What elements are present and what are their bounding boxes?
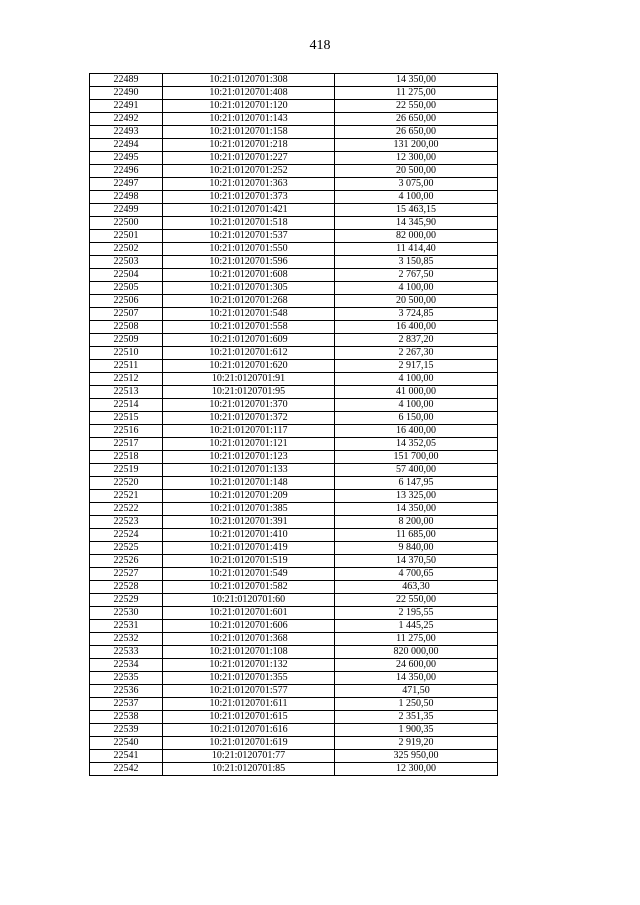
cadastral-number-cell: 10:21:0120701:608 [163, 269, 335, 282]
table-row [90, 711, 498, 724]
amount-cell: 16 400,00 [335, 425, 498, 438]
amount-cell: 11 275,00 [335, 633, 498, 646]
cadastral-number-cell: 10:21:0120701:619 [163, 737, 335, 750]
row-number-cell: 22515 [90, 412, 163, 425]
row-number-cell: 22510 [90, 347, 163, 360]
row-number-cell: 22520 [90, 477, 163, 490]
page-number: 418 [309, 38, 331, 53]
row-number-cell: 22527 [90, 568, 163, 581]
row-number-cell: 22540 [90, 737, 163, 750]
row-number-cell: 22541 [90, 750, 163, 763]
cadastral-number-cell: 10:21:0120701:117 [163, 425, 335, 438]
row-number-cell: 22530 [90, 607, 163, 620]
cadastral-number-cell: 10:21:0120701:391 [163, 516, 335, 529]
amount-cell: 57 400,00 [335, 464, 498, 477]
cadastral-number-cell: 10:21:0120701:577 [163, 685, 335, 698]
cadastral-number-cell: 10:21:0120701:133 [163, 464, 335, 477]
amount-cell: 11 275,00 [335, 87, 498, 100]
table-row [90, 594, 498, 607]
table-row [90, 308, 498, 321]
row-number-cell: 22521 [90, 490, 163, 503]
row-number-cell: 22490 [90, 87, 163, 100]
row-number-cell: 22504 [90, 269, 163, 282]
cadastral-number-cell: 10:21:0120701:601 [163, 607, 335, 620]
row-number-cell: 22529 [90, 594, 163, 607]
amount-cell: 4 700,65 [335, 568, 498, 581]
cadastral-number-cell: 10:21:0120701:252 [163, 165, 335, 178]
amount-cell: 6 147,95 [335, 477, 498, 490]
row-number-cell: 22493 [90, 126, 163, 139]
amount-cell: 22 550,00 [335, 594, 498, 607]
row-number-cell: 22494 [90, 139, 163, 152]
amount-cell: 14 350,00 [335, 672, 498, 685]
table-row [90, 490, 498, 503]
cadastral-number-cell: 10:21:0120701:606 [163, 620, 335, 633]
amount-cell: 2 267,30 [335, 347, 498, 360]
cadastral-number-cell: 10:21:0120701:385 [163, 503, 335, 516]
row-number-cell: 22500 [90, 217, 163, 230]
row-number-cell: 22526 [90, 555, 163, 568]
table-row [90, 464, 498, 477]
amount-cell: 463,30 [335, 581, 498, 594]
amount-cell: 4 100,00 [335, 399, 498, 412]
row-number-cell: 22533 [90, 646, 163, 659]
amount-cell: 16 400,00 [335, 321, 498, 334]
registry-table-body [90, 74, 498, 776]
amount-cell: 4 100,00 [335, 373, 498, 386]
table-row [90, 230, 498, 243]
cadastral-number-cell: 10:21:0120701:582 [163, 581, 335, 594]
table-row [90, 607, 498, 620]
amount-cell: 2 919,20 [335, 737, 498, 750]
amount-cell: 2 351,35 [335, 711, 498, 724]
table-row [90, 152, 498, 165]
amount-cell: 22 550,00 [335, 100, 498, 113]
cadastral-number-cell: 10:21:0120701:60 [163, 594, 335, 607]
amount-cell: 6 150,00 [335, 412, 498, 425]
table-row [90, 204, 498, 217]
table-row [90, 217, 498, 230]
row-number-cell: 22536 [90, 685, 163, 698]
row-number-cell: 22517 [90, 438, 163, 451]
row-number-cell: 22507 [90, 308, 163, 321]
table-row [90, 178, 498, 191]
table-row [90, 529, 498, 542]
table-row [90, 165, 498, 178]
table-row [90, 139, 498, 152]
cadastral-number-cell: 10:21:0120701:158 [163, 126, 335, 139]
cadastral-number-cell: 10:21:0120701:268 [163, 295, 335, 308]
cadastral-number-cell: 10:21:0120701:120 [163, 100, 335, 113]
cadastral-number-cell: 10:21:0120701:209 [163, 490, 335, 503]
amount-cell: 1 445,25 [335, 620, 498, 633]
cadastral-number-cell: 10:21:0120701:537 [163, 230, 335, 243]
row-number-cell: 22525 [90, 542, 163, 555]
cadastral-number-cell: 10:21:0120701:91 [163, 373, 335, 386]
registry-table [89, 73, 498, 776]
row-number-cell: 22498 [90, 191, 163, 204]
table-row [90, 438, 498, 451]
row-number-cell: 22524 [90, 529, 163, 542]
table-row [90, 750, 498, 763]
table-row [90, 477, 498, 490]
table-row [90, 659, 498, 672]
table-row [90, 724, 498, 737]
amount-cell: 131 200,00 [335, 139, 498, 152]
row-number-cell: 22492 [90, 113, 163, 126]
amount-cell: 2 837,20 [335, 334, 498, 347]
cadastral-number-cell: 10:21:0120701:609 [163, 334, 335, 347]
cadastral-number-cell: 10:21:0120701:558 [163, 321, 335, 334]
cadastral-number-cell: 10:21:0120701:611 [163, 698, 335, 711]
amount-cell: 2 767,50 [335, 269, 498, 282]
amount-cell: 3 724,85 [335, 308, 498, 321]
table-row [90, 243, 498, 256]
row-number-cell: 22537 [90, 698, 163, 711]
cadastral-number-cell: 10:21:0120701:612 [163, 347, 335, 360]
row-number-cell: 22508 [90, 321, 163, 334]
row-number-cell: 22522 [90, 503, 163, 516]
table-row [90, 126, 498, 139]
table-row [90, 100, 498, 113]
cadastral-number-cell: 10:21:0120701:132 [163, 659, 335, 672]
cadastral-number-cell: 10:21:0120701:148 [163, 477, 335, 490]
amount-cell: 325 950,00 [335, 750, 498, 763]
table-row [90, 672, 498, 685]
table-row [90, 633, 498, 646]
row-number-cell: 22538 [90, 711, 163, 724]
amount-cell: 82 000,00 [335, 230, 498, 243]
table-row [90, 191, 498, 204]
row-number-cell: 22534 [90, 659, 163, 672]
amount-cell: 14 370,50 [335, 555, 498, 568]
amount-cell: 1 250,50 [335, 698, 498, 711]
row-number-cell: 22512 [90, 373, 163, 386]
amount-cell: 26 650,00 [335, 113, 498, 126]
row-number-cell: 22505 [90, 282, 163, 295]
table-row [90, 347, 498, 360]
amount-cell: 12 300,00 [335, 152, 498, 165]
table-row [90, 256, 498, 269]
table-row [90, 373, 498, 386]
cadastral-number-cell: 10:21:0120701:305 [163, 282, 335, 295]
amount-cell: 24 600,00 [335, 659, 498, 672]
table-row [90, 425, 498, 438]
amount-cell: 26 650,00 [335, 126, 498, 139]
table-row [90, 282, 498, 295]
amount-cell: 8 200,00 [335, 516, 498, 529]
row-number-cell: 22499 [90, 204, 163, 217]
row-number-cell: 22502 [90, 243, 163, 256]
amount-cell: 151 700,00 [335, 451, 498, 464]
cadastral-number-cell: 10:21:0120701:408 [163, 87, 335, 100]
row-number-cell: 22511 [90, 360, 163, 373]
amount-cell: 3 150,85 [335, 256, 498, 269]
cadastral-number-cell: 10:21:0120701:123 [163, 451, 335, 464]
row-number-cell: 22523 [90, 516, 163, 529]
row-number-cell: 22491 [90, 100, 163, 113]
amount-cell: 12 300,00 [335, 763, 498, 776]
row-number-cell: 22503 [90, 256, 163, 269]
cadastral-number-cell: 10:21:0120701:373 [163, 191, 335, 204]
amount-cell: 4 100,00 [335, 282, 498, 295]
cadastral-number-cell: 10:21:0120701:616 [163, 724, 335, 737]
row-number-cell: 22528 [90, 581, 163, 594]
table-row [90, 542, 498, 555]
cadastral-number-cell: 10:21:0120701:77 [163, 750, 335, 763]
cadastral-number-cell: 10:21:0120701:121 [163, 438, 335, 451]
table-row [90, 113, 498, 126]
cadastral-number-cell: 10:21:0120701:620 [163, 360, 335, 373]
row-number-cell: 22518 [90, 451, 163, 464]
row-number-cell: 22532 [90, 633, 163, 646]
cadastral-number-cell: 10:21:0120701:419 [163, 542, 335, 555]
cadastral-number-cell: 10:21:0120701:596 [163, 256, 335, 269]
amount-cell: 20 500,00 [335, 165, 498, 178]
table-row [90, 763, 498, 776]
table-row [90, 399, 498, 412]
amount-cell: 471,50 [335, 685, 498, 698]
table-row [90, 412, 498, 425]
amount-cell: 11 685,00 [335, 529, 498, 542]
table-row [90, 334, 498, 347]
table-row [90, 360, 498, 373]
row-number-cell: 22514 [90, 399, 163, 412]
row-number-cell: 22531 [90, 620, 163, 633]
cadastral-number-cell: 10:21:0120701:85 [163, 763, 335, 776]
row-number-cell: 22496 [90, 165, 163, 178]
table-row [90, 74, 498, 87]
cadastral-number-cell: 10:21:0120701:218 [163, 139, 335, 152]
amount-cell: 2 917,15 [335, 360, 498, 373]
table-row [90, 386, 498, 399]
cadastral-number-cell: 10:21:0120701:372 [163, 412, 335, 425]
amount-cell: 4 100,00 [335, 191, 498, 204]
table-row [90, 269, 498, 282]
cadastral-number-cell: 10:21:0120701:370 [163, 399, 335, 412]
row-number-cell: 22513 [90, 386, 163, 399]
table-row [90, 87, 498, 100]
row-number-cell: 22501 [90, 230, 163, 243]
cadastral-number-cell: 10:21:0120701:518 [163, 217, 335, 230]
table-row [90, 568, 498, 581]
cadastral-number-cell: 10:21:0120701:410 [163, 529, 335, 542]
cadastral-number-cell: 10:21:0120701:548 [163, 308, 335, 321]
cadastral-number-cell: 10:21:0120701:615 [163, 711, 335, 724]
row-number-cell: 22495 [90, 152, 163, 165]
cadastral-number-cell: 10:21:0120701:519 [163, 555, 335, 568]
amount-cell: 20 500,00 [335, 295, 498, 308]
row-number-cell: 22516 [90, 425, 163, 438]
cadastral-number-cell: 10:21:0120701:550 [163, 243, 335, 256]
amount-cell: 11 414,40 [335, 243, 498, 256]
amount-cell: 14 345,90 [335, 217, 498, 230]
amount-cell: 14 352,05 [335, 438, 498, 451]
amount-cell: 820 000,00 [335, 646, 498, 659]
table-row [90, 503, 498, 516]
amount-cell: 14 350,00 [335, 74, 498, 87]
row-number-cell: 22539 [90, 724, 163, 737]
amount-cell: 1 900,35 [335, 724, 498, 737]
cadastral-number-cell: 10:21:0120701:549 [163, 568, 335, 581]
row-number-cell: 22542 [90, 763, 163, 776]
row-number-cell: 22489 [90, 74, 163, 87]
cadastral-number-cell: 10:21:0120701:143 [163, 113, 335, 126]
row-number-cell: 22506 [90, 295, 163, 308]
amount-cell: 3 075,00 [335, 178, 498, 191]
cadastral-number-cell: 10:21:0120701:421 [163, 204, 335, 217]
cadastral-number-cell: 10:21:0120701:363 [163, 178, 335, 191]
table-row [90, 646, 498, 659]
table-row [90, 581, 498, 594]
table-row [90, 620, 498, 633]
cadastral-number-cell: 10:21:0120701:227 [163, 152, 335, 165]
cadastral-number-cell: 10:21:0120701:368 [163, 633, 335, 646]
amount-cell: 2 195,55 [335, 607, 498, 620]
table-row [90, 737, 498, 750]
row-number-cell: 22497 [90, 178, 163, 191]
row-number-cell: 22509 [90, 334, 163, 347]
table-row [90, 685, 498, 698]
table-row [90, 555, 498, 568]
table-row [90, 516, 498, 529]
table-row [90, 295, 498, 308]
row-number-cell: 22535 [90, 672, 163, 685]
amount-cell: 14 350,00 [335, 503, 498, 516]
row-number-cell: 22519 [90, 464, 163, 477]
amount-cell: 9 840,00 [335, 542, 498, 555]
cadastral-number-cell: 10:21:0120701:355 [163, 672, 335, 685]
amount-cell: 15 463,15 [335, 204, 498, 217]
table-row [90, 321, 498, 334]
table-row [90, 698, 498, 711]
cadastral-number-cell: 10:21:0120701:308 [163, 74, 335, 87]
amount-cell: 41 000,00 [335, 386, 498, 399]
cadastral-number-cell: 10:21:0120701:108 [163, 646, 335, 659]
amount-cell: 13 325,00 [335, 490, 498, 503]
table-row [90, 451, 498, 464]
cadastral-number-cell: 10:21:0120701:95 [163, 386, 335, 399]
